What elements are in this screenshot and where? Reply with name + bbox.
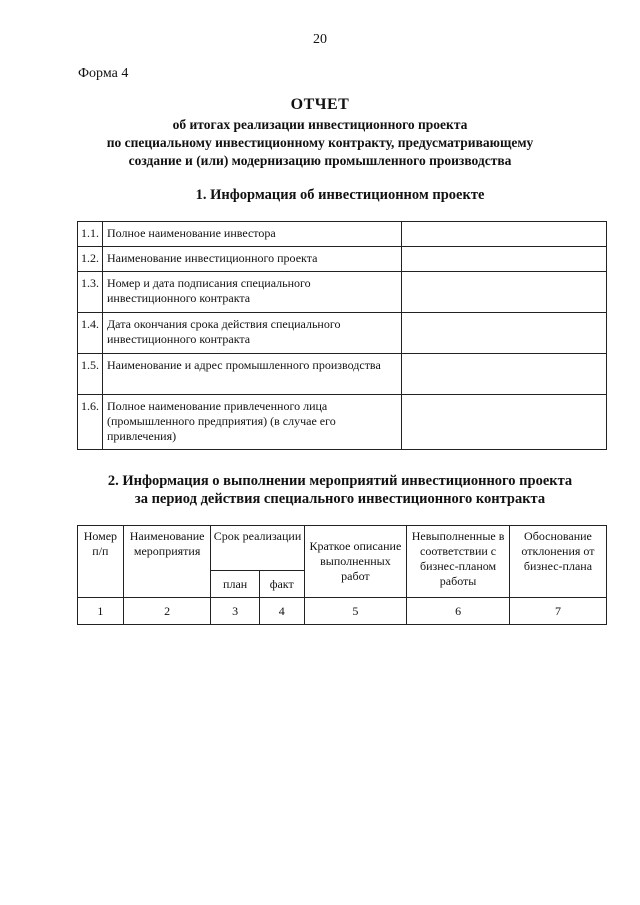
report-title-line1: об итогах реализации инвестиционного проекта (172, 117, 468, 132)
table-row (78, 313, 607, 354)
section2-heading (60, 472, 620, 508)
index-cell: 7 (509, 598, 606, 625)
section2-heading-line1: 2. Информация о выполнении мероприятий инвестиционного проекта (107, 473, 573, 489)
header-justification: Обоснование отклонения от бизнес-плана (509, 526, 606, 598)
row-number: 1.4. (78, 313, 103, 354)
header-row (78, 526, 607, 571)
form-label: Форма 4 (78, 66, 129, 81)
row-label: Дата окончания срока действия специального инвестиционного контракта (103, 313, 402, 354)
row-label: Наименование и адрес промышленного производства (103, 354, 402, 395)
row-number: 1.3. (78, 272, 103, 313)
index-row (78, 598, 607, 625)
row-value-cell[interactable] (402, 313, 607, 354)
header-description: Краткое описание выполненных работ (304, 526, 407, 598)
header-num: Номер п/п (78, 526, 124, 598)
section1-heading: 1. Информация об инвестиционном проекте (195, 187, 485, 203)
table-row (78, 354, 607, 395)
row-value-cell[interactable] (402, 395, 607, 450)
row-value-cell[interactable] (402, 272, 607, 313)
row-number: 1.1. (78, 222, 103, 247)
table-row (78, 272, 607, 313)
index-cell: 1 (78, 598, 124, 625)
header-name: Наименование мероприятия (123, 526, 211, 598)
header-plan: план (211, 571, 259, 598)
row-number: 1.2. (78, 247, 103, 272)
row-value-cell[interactable] (402, 354, 607, 395)
index-cell: 2 (123, 598, 211, 625)
page-number: 20 (313, 32, 327, 47)
header-unfulfilled: Невыполненные в соответствии с бизнес-планом работы (407, 526, 510, 598)
row-label: Полное наименование привлеченного лица (промышленного предприятия) (в случае его привлечения) (103, 395, 402, 450)
row-label: Наименование инвестиционного проекта (103, 247, 402, 272)
header-fact: факт (259, 571, 304, 598)
report-title (60, 96, 580, 170)
index-cell: 3 (211, 598, 259, 625)
index-cell: 5 (304, 598, 407, 625)
report-title-line2: по специальному инвестиционному контракту, предусматривающему (106, 135, 534, 150)
row-number: 1.6. (78, 395, 103, 450)
section2-heading-line2: за период действия специального инвестиционного контракта (134, 491, 546, 507)
report-title-line3: создание и (или) модернизацию промышленного производства (128, 153, 512, 168)
row-value-cell[interactable] (402, 222, 607, 247)
report-title-main: ОТЧЕТ (290, 96, 350, 113)
row-value-cell[interactable] (402, 247, 607, 272)
row-number: 1.5. (78, 354, 103, 395)
events-table (77, 525, 607, 625)
index-cell: 4 (259, 598, 304, 625)
table-row (78, 395, 607, 450)
table-row (78, 247, 607, 272)
row-label: Номер и дата подписания специального инвестиционного контракта (103, 272, 402, 313)
index-cell: 6 (407, 598, 510, 625)
header-term: Срок реализации (211, 526, 304, 571)
project-info-table (77, 221, 607, 450)
row-label: Полное наименование инвестора (103, 222, 402, 247)
table-row (78, 222, 607, 247)
